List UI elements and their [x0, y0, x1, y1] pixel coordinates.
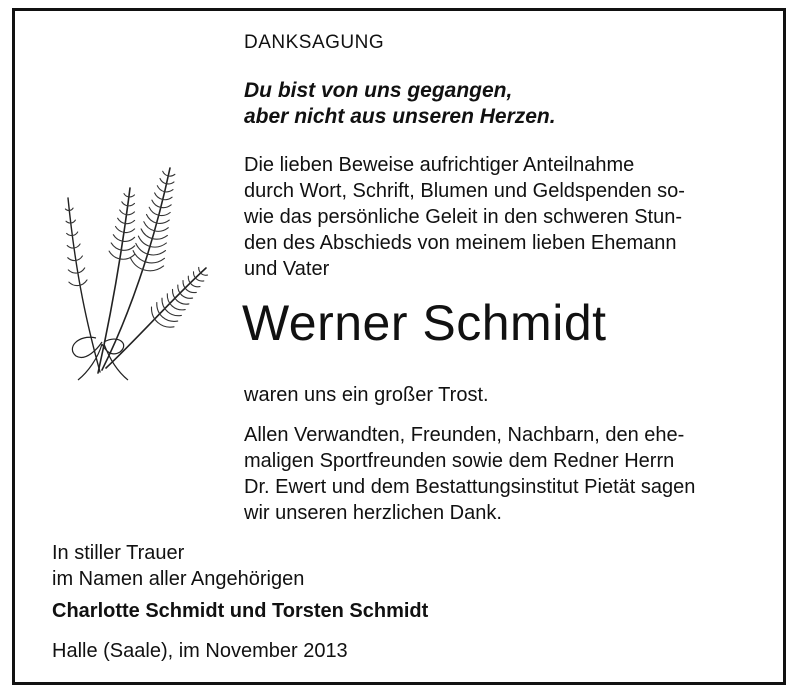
fern-leaflet	[124, 229, 134, 233]
fern-leaflet	[124, 194, 129, 197]
fern-leaflet	[155, 228, 169, 232]
fern-leaflet	[149, 251, 166, 255]
fern-leaflet	[127, 212, 135, 215]
comfort-line: waren uns ein großer Trost.	[244, 384, 489, 406]
fern-leaflet	[116, 227, 125, 233]
fern-leaflet	[67, 246, 74, 249]
fern-leaflet	[153, 235, 168, 239]
text-line: den des Abschieds von meinem lieben Ehemann	[244, 232, 677, 254]
fern-leaflet	[151, 243, 167, 247]
fern-leaflet	[141, 229, 153, 239]
text-line: und Vater	[244, 258, 330, 280]
text-line: Dr. Ewert und dem Bestattungsinstitut Pietät sagen	[244, 476, 696, 498]
fern-icon	[58, 158, 218, 388]
motto	[244, 78, 556, 130]
fern-leaflet	[122, 246, 135, 251]
fern-leaflet	[199, 267, 202, 273]
fern-leaflet	[71, 220, 75, 223]
motto-line: aber nicht aus unseren Herzen.	[244, 105, 556, 128]
fern-leaflet	[160, 179, 166, 184]
fern-leaflet	[68, 258, 76, 261]
fern-leaflet	[177, 301, 189, 304]
fern-leaflet	[73, 232, 78, 236]
fern-leaflet	[74, 244, 80, 248]
fern-leaflet	[147, 215, 157, 224]
deceased-name: Werner Schmidt	[242, 295, 607, 351]
fern-leaflet	[147, 258, 165, 263]
text-line: wir unseren herzlichen Dank.	[244, 502, 502, 524]
fern-leaflet	[163, 317, 178, 321]
intro-paragraph	[244, 152, 744, 282]
fern-leaflet	[183, 281, 187, 290]
text-line: Allen Verwandten, Freunden, Nachbarn, den ehe-	[244, 424, 685, 446]
fern-leaflet	[118, 218, 126, 223]
fern-leaflet	[182, 295, 193, 298]
fern-leaflet	[193, 272, 196, 279]
fern-leaflet	[144, 222, 155, 231]
fern-leaflet	[121, 254, 135, 259]
fern-leaflet	[123, 237, 134, 241]
fern-leaflet	[157, 220, 170, 223]
fern-leaflet	[188, 276, 191, 284]
place-date: Halle (Saale), im November 2013	[52, 640, 348, 662]
fern-leaflet	[157, 186, 164, 192]
fern-leaflet	[168, 312, 182, 316]
mourning-line: im Namen aller Angehörigen	[52, 568, 305, 590]
fern-leaflet	[133, 251, 147, 263]
text-line: maligen Sportfreunden sowie dem Redner Herrn	[244, 450, 675, 472]
fern-leaflet	[163, 171, 168, 176]
fern-leaflet	[68, 270, 77, 273]
fern-leaflet	[196, 279, 203, 281]
text-line: wie das persönliche Geleit in den schweren Stun-	[244, 206, 683, 228]
fern-leaflet	[201, 274, 207, 276]
fern-leaflet	[111, 243, 122, 250]
fern-leaflet	[145, 266, 164, 271]
fern-leaflet	[149, 207, 158, 215]
signatories: Charlotte Schmidt und Torsten Schmidt	[52, 600, 429, 622]
fern-leaflet	[187, 290, 197, 293]
fern-leaflet	[70, 208, 74, 210]
fern-leaflet	[120, 210, 127, 215]
fern-leaflet	[192, 284, 201, 286]
fern-leaflet	[122, 202, 128, 206]
fern-leaflet	[113, 235, 123, 242]
fern-leaflet	[158, 323, 174, 328]
thanks-paragraph	[244, 422, 744, 526]
fern-leaflet	[126, 220, 135, 223]
fern-leaflet	[152, 200, 161, 207]
motto-line: Du bist von uns gegangen,	[244, 79, 513, 102]
text-line: durch Wort, Schrift, Blumen und Geldspenden so-	[244, 180, 685, 202]
fern-leaflet	[69, 282, 79, 286]
fern-leaflet	[76, 256, 83, 261]
fern-leaflet	[155, 193, 163, 200]
mourning-line: In stiller Trauer	[52, 542, 185, 564]
fern-leaflet	[128, 203, 135, 205]
fern-leaflet	[172, 306, 185, 310]
text-line: Die lieben Beweise aufrichtiger Anteilnahme	[244, 154, 635, 176]
notice-heading: DANKSAGUNG	[244, 32, 385, 53]
